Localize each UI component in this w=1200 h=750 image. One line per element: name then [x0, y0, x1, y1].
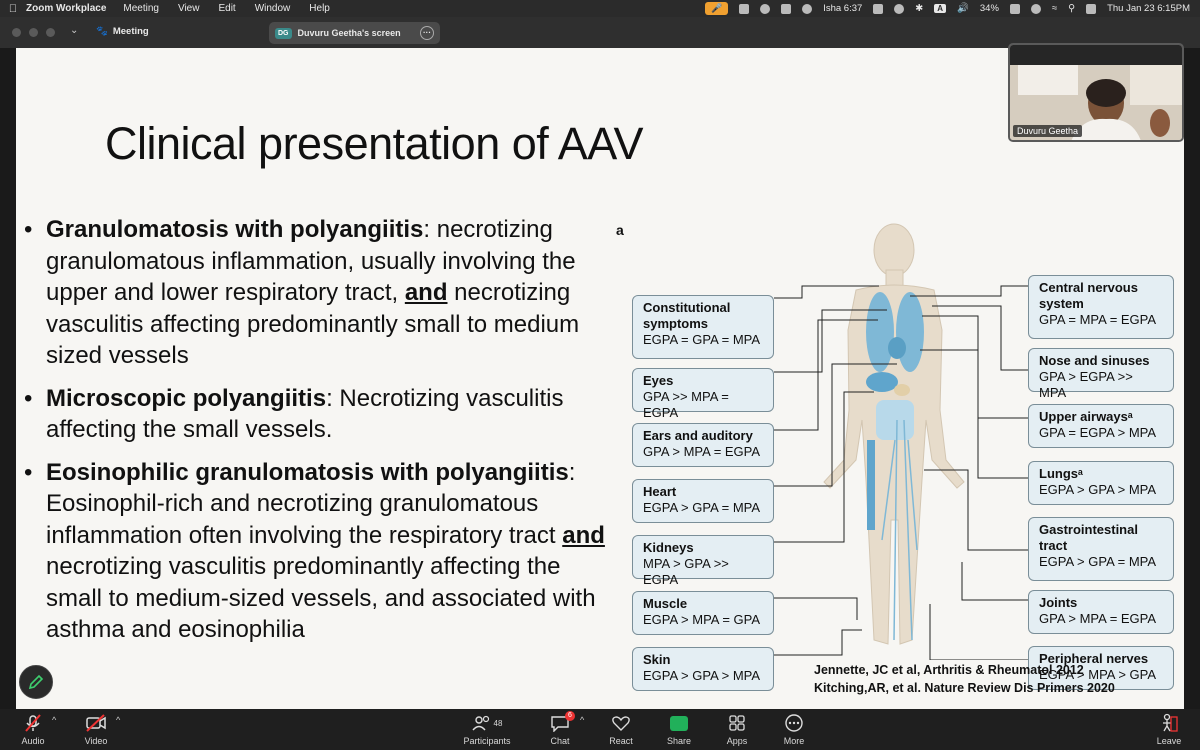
- mic-active-icon[interactable]: 🎤: [705, 2, 728, 15]
- apps-label: Apps: [726, 736, 748, 746]
- react-label: React: [609, 736, 633, 746]
- bullet-term: Microscopic polyangiitis: [46, 384, 327, 412]
- organ-title: Ears and auditory: [643, 428, 753, 443]
- battery-icon[interactable]: [1010, 4, 1020, 14]
- organ-ranking: EGPA > MPA = GPA: [643, 612, 761, 627]
- organ-box-joints: [1028, 590, 1174, 634]
- organ-ranking: GPA > MPA = EGPA: [643, 444, 761, 459]
- control-center-icon[interactable]: [1086, 4, 1096, 14]
- dock-icon[interactable]: [873, 4, 883, 14]
- chevron-down-icon[interactable]: ⌄: [70, 25, 79, 36]
- participants-icon: [472, 714, 492, 732]
- audio-label: Audio: [21, 736, 45, 746]
- zoom-window-button[interactable]: [46, 28, 55, 37]
- organ-title: Peripheral nerves: [1039, 651, 1149, 666]
- organ-ranking: EGPA > GPA > MPA: [1039, 482, 1157, 497]
- bullet-term: Granulomatosis with polyangiitis: [46, 216, 424, 243]
- share-label: Duvuru Geetha's screen: [297, 28, 401, 38]
- mic-muted-icon: [23, 713, 43, 733]
- bullet-text-cont: necrotizing vasculitis affecting predominantly small to medium sized vessels: [46, 279, 580, 369]
- bullet-emphasis: and: [562, 521, 605, 549]
- organ-title: Kidneys: [643, 540, 694, 555]
- wifi-icon[interactable]: ≈: [1051, 3, 1058, 14]
- organ-ranking: EGPA > GPA = MPA: [643, 500, 761, 515]
- share-button[interactable]: [649, 712, 709, 746]
- bullet-text-cont: necrotizing vasculitis predominantly affecting the small to medium-sized vessels, and associated with asthma and eosinophilia: [46, 553, 596, 643]
- figure-panel-label: a: [616, 222, 624, 238]
- organ-title: Nose and sinuses: [1039, 353, 1150, 368]
- participants-label: Participants: [463, 736, 511, 746]
- organ-title: Central nervous system: [1039, 280, 1138, 311]
- bullet-text: : necrotizing granulomatous inflammation, usually involving the upper and lower respiratory tract,: [46, 216, 576, 306]
- user-icon[interactable]: [1031, 4, 1041, 14]
- minimize-window-button[interactable]: [29, 28, 38, 37]
- leave-button[interactable]: [1139, 712, 1199, 746]
- bluetooth-icon[interactable]: ✱: [915, 3, 924, 14]
- video-label: Video: [84, 736, 108, 746]
- share-screen-icon: [670, 716, 688, 731]
- chat-label: Chat: [550, 736, 570, 746]
- bullet-item: [24, 383, 614, 446]
- react-button[interactable]: [591, 712, 651, 746]
- camera-off-icon: [85, 713, 107, 733]
- prayer-timer[interactable]: Isha 6:37: [823, 3, 863, 14]
- more-button[interactable]: [764, 712, 824, 746]
- paw-icon: 🐾: [96, 26, 108, 37]
- chip-icon[interactable]: [781, 4, 791, 14]
- organ-box-nose: [1028, 348, 1174, 400]
- meeting-label: Meeting: [112, 26, 149, 37]
- organ-box-heart: [632, 479, 774, 523]
- apple-menu-icon[interactable]: [0, 3, 26, 15]
- input-source[interactable]: A: [934, 4, 946, 13]
- volume-icon[interactable]: 🔊: [957, 3, 969, 14]
- menu-window[interactable]: Window: [254, 3, 291, 14]
- organ-box-skin: [632, 647, 774, 691]
- organ-title: Skin: [643, 652, 671, 667]
- search-icon[interactable]: ⚲: [1068, 3, 1076, 14]
- menu-view[interactable]: View: [177, 3, 200, 14]
- more-options-icon[interactable]: ···: [420, 26, 434, 40]
- organ-box-upper-airways: [1028, 404, 1174, 448]
- bullet-item: [24, 457, 614, 646]
- apps-button[interactable]: [707, 712, 767, 746]
- reference-1: Jennette, JC et al, Arthritis & Rheumatol 2012: [814, 663, 1084, 677]
- organ-ranking: GPA >> MPA = EGPA: [643, 389, 729, 420]
- bullet-term: Eosinophilic granulomatosis with polyangiitis: [46, 458, 569, 486]
- bullet-emphasis: and: [404, 279, 448, 306]
- video-options-caret[interactable]: ^: [116, 715, 121, 725]
- share-label: Share: [666, 736, 692, 746]
- bullet-text: : Eosinophil-rich and necrotizing granulomatous inflammation often involving the respiratory tract: [46, 458, 576, 549]
- bullet-dot: •: [24, 216, 33, 243]
- bullet-item: [24, 214, 614, 372]
- organ-box-cns: [1028, 275, 1174, 339]
- menu-app-name[interactable]: Zoom Workplace: [26, 3, 107, 14]
- slide-title: Clinical presentation of AAV: [105, 118, 643, 169]
- chat-badge: 6: [565, 711, 575, 721]
- organ-title: Lungsᵃ: [1039, 466, 1083, 481]
- airdrop-icon[interactable]: [894, 4, 904, 14]
- organ-title: Gastrointestinal tract: [1039, 522, 1138, 553]
- organ-ranking: GPA = MPA = EGPA: [1039, 312, 1157, 327]
- organ-title: Joints: [1039, 595, 1078, 610]
- clock[interactable]: Thu Jan 23 6:15PM: [1107, 3, 1190, 14]
- organ-box-gi: [1028, 517, 1174, 581]
- bullet-text: : Necrotizing vasculitis affecting the small vessels.: [46, 384, 564, 443]
- organ-title: Eyes: [643, 373, 674, 388]
- screen-share-indicator[interactable]: [269, 22, 440, 44]
- pencil-icon: [27, 673, 45, 691]
- leave-icon: [1159, 713, 1179, 733]
- participants-count: 48: [493, 718, 503, 728]
- organ-ranking: MPA > GPA >> EGPA: [643, 556, 729, 587]
- organ-title: Constitutional symptoms: [643, 300, 731, 331]
- grammarly-icon[interactable]: [802, 4, 812, 14]
- organ-title: Muscle: [643, 596, 688, 611]
- organ-box-lungs: [1028, 461, 1174, 505]
- bullet-list: [24, 214, 614, 657]
- battery-level[interactable]: 34%: [979, 3, 999, 14]
- participants-button[interactable]: [457, 712, 517, 746]
- organ-box-muscle: [632, 591, 774, 635]
- close-window-button[interactable]: [12, 28, 21, 37]
- reference-2: Kitching,AR, et al. Nature Review Dis Primers 2020: [814, 681, 1115, 695]
- presenter-avatar: DG: [275, 28, 292, 39]
- bullet-dot: •: [24, 384, 33, 412]
- menu-meeting[interactable]: Meeting: [123, 3, 159, 14]
- organ-title: Heart: [643, 484, 677, 499]
- annotate-button[interactable]: [19, 665, 53, 699]
- shared-screen: [16, 48, 1184, 709]
- organ-ranking: GPA = EGPA > MPA: [1039, 425, 1157, 440]
- menu-edit[interactable]: Edit: [218, 3, 236, 14]
- more-icon: [784, 713, 804, 733]
- heart-icon: [611, 714, 631, 732]
- bullet-dot: •: [24, 458, 33, 486]
- organ-box-constitutional: [632, 295, 774, 359]
- organ-ranking: EGPA > MPA > GPA: [1039, 667, 1157, 682]
- organ-box-ears: [632, 423, 774, 467]
- organ-ranking: GPA > MPA = EGPA: [1039, 611, 1157, 626]
- organ-ranking: GPA > EGPA >> MPA: [1039, 369, 1133, 400]
- leave-label: Leave: [1156, 736, 1182, 746]
- organ-ranking: EGPA = GPA = MPA: [643, 332, 761, 347]
- apps-icon: [728, 714, 746, 732]
- zoom-status-icon[interactable]: [739, 4, 749, 14]
- meeting-toolbar: [0, 709, 1200, 750]
- organ-title: Upper airwaysᵃ: [1039, 409, 1133, 424]
- menu-help[interactable]: Help: [309, 3, 330, 14]
- organ-box-eyes: [632, 368, 774, 420]
- more-label: More: [783, 736, 805, 746]
- organ-box-kidneys: [632, 535, 774, 587]
- organ-ranking: EGPA > GPA = MPA: [1039, 554, 1157, 569]
- speaker-name: Duvuru Geetha: [1013, 125, 1082, 137]
- menu-bar: [0, 0, 1200, 17]
- speaker-video-tile[interactable]: [1008, 43, 1184, 142]
- organ-ranking: EGPA > GPA > MPA: [643, 668, 761, 683]
- status-icon[interactable]: [760, 4, 770, 14]
- audio-options-caret[interactable]: ^: [52, 715, 57, 725]
- references: [814, 661, 1115, 697]
- chat-options-caret[interactable]: ^: [580, 715, 585, 725]
- meeting-info-button[interactable]: [96, 26, 149, 37]
